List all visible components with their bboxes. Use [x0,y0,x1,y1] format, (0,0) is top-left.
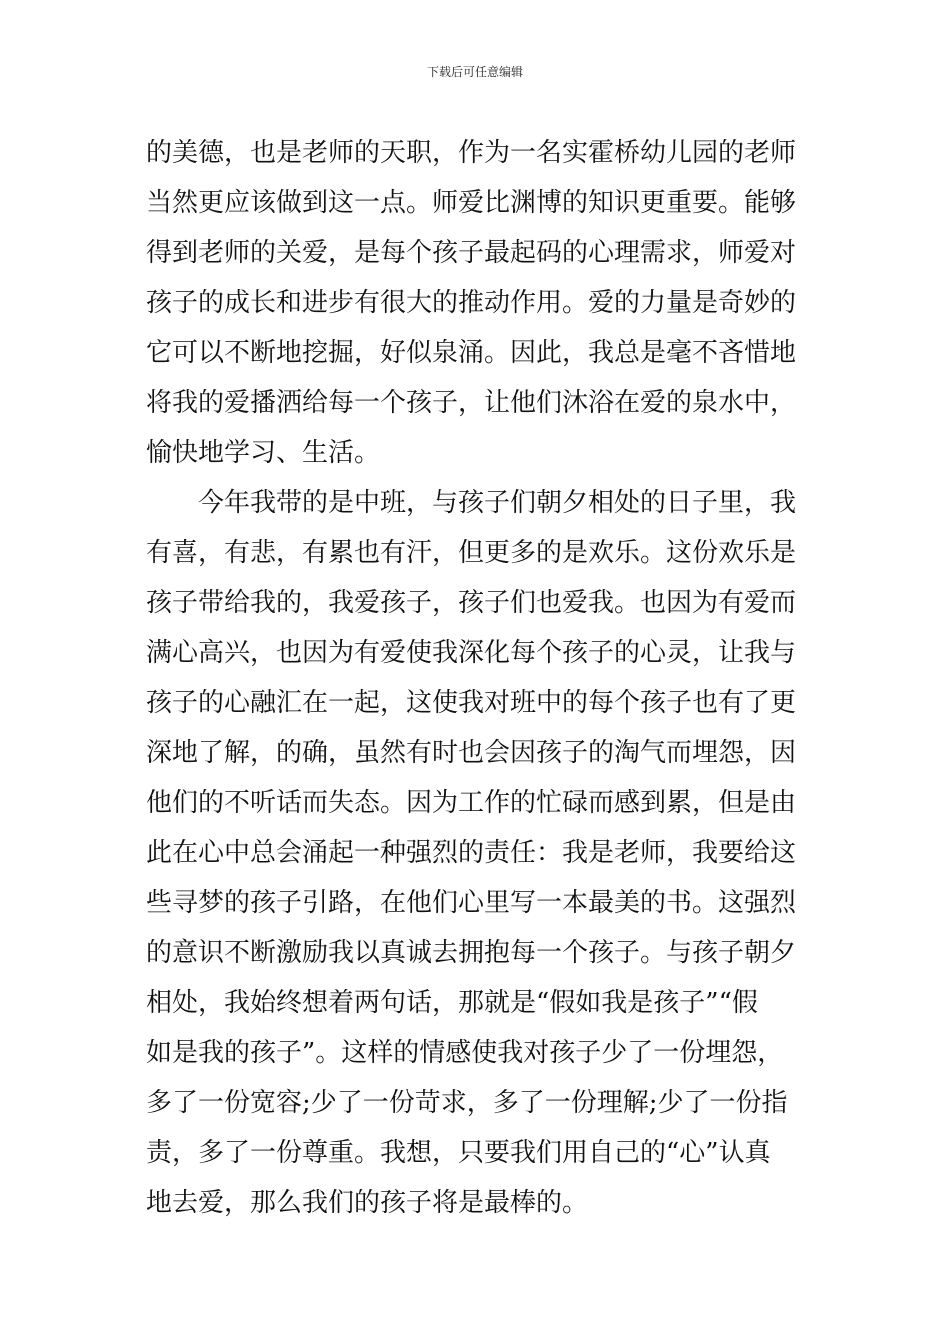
text-line-indented: 今年我带的是中班，与孩子们朝夕相处的日子里，我 [198,488,797,518]
page-header: 下载后可任意编辑 [426,65,523,79]
text-line: 些寻梦的孩子引路，在他们心里写一本最美的书。这强烈 [146,888,797,918]
text-line: 愉快地学习、生活。 [146,438,381,468]
text-line: 他们的不听话而失态。因为工作的忙碌而感到累，但是由 [146,788,797,818]
text-line: 深地了解，的确，虽然有时也会因孩子的淘气而埋怨，因 [146,738,797,768]
text-line: 当然更应该做到这一点。师爱比渊博的知识更重要。能够 [146,188,797,218]
text-line: 孩子带给我的，我爱孩子，孩子们也爱我。也因为有爱而 [146,588,797,618]
text-line: 此在心中总会涌起一种强烈的责任：我是老师，我要给这 [146,838,797,868]
text-line: 如是我的孩子”。这样的情感使我对孩子少了一份埋怨， [146,1038,784,1068]
text-line: 责，多了一份尊重。我想，只要我们用自己的“心”认真 [146,1138,771,1168]
paragraph [146,128,806,478]
text-line: 满心高兴，也因为有爱使我深化每个孩子的心灵，让我与 [146,638,797,668]
text-line: 的意识不断激励我以真诚去拥抱每一个孩子。与孩子朝夕 [146,938,797,968]
text-line: 它可以不断地挖掘，好似泉涌。因此，我总是毫不吝惜地 [146,338,797,368]
text-line: 得到老师的关爱，是每个孩子最起码的心理需求，师爱对 [146,238,797,268]
text-line: 相处，我始终想着两句话，那就是“假如我是孩子”“假 [146,988,758,1018]
paragraph [146,478,806,1228]
text-line: 地去爱，那么我们的孩子将是最棒的。 [146,1188,589,1218]
text-line: 有喜，有悲，有累也有汗，但更多的是欢乐。这份欢乐是 [146,538,797,568]
text-line: 的美德，也是老师的天职，作为一名实霍桥幼儿园的老师 [146,138,797,168]
body-text [146,128,806,1228]
text-line: 多了一份宽容;少了一份苛求，多了一份理解;少了一份指 [146,1088,788,1118]
text-line: 将我的爱播洒给每一个孩子，让他们沐浴在爱的泉水中， [146,388,797,418]
text-line: 孩子的成长和进步有很大的推动作用。爱的力量是奇妙的 [146,288,797,318]
text-line: 孩子的心融汇在一起，这使我对班中的每个孩子也有了更 [146,688,797,718]
